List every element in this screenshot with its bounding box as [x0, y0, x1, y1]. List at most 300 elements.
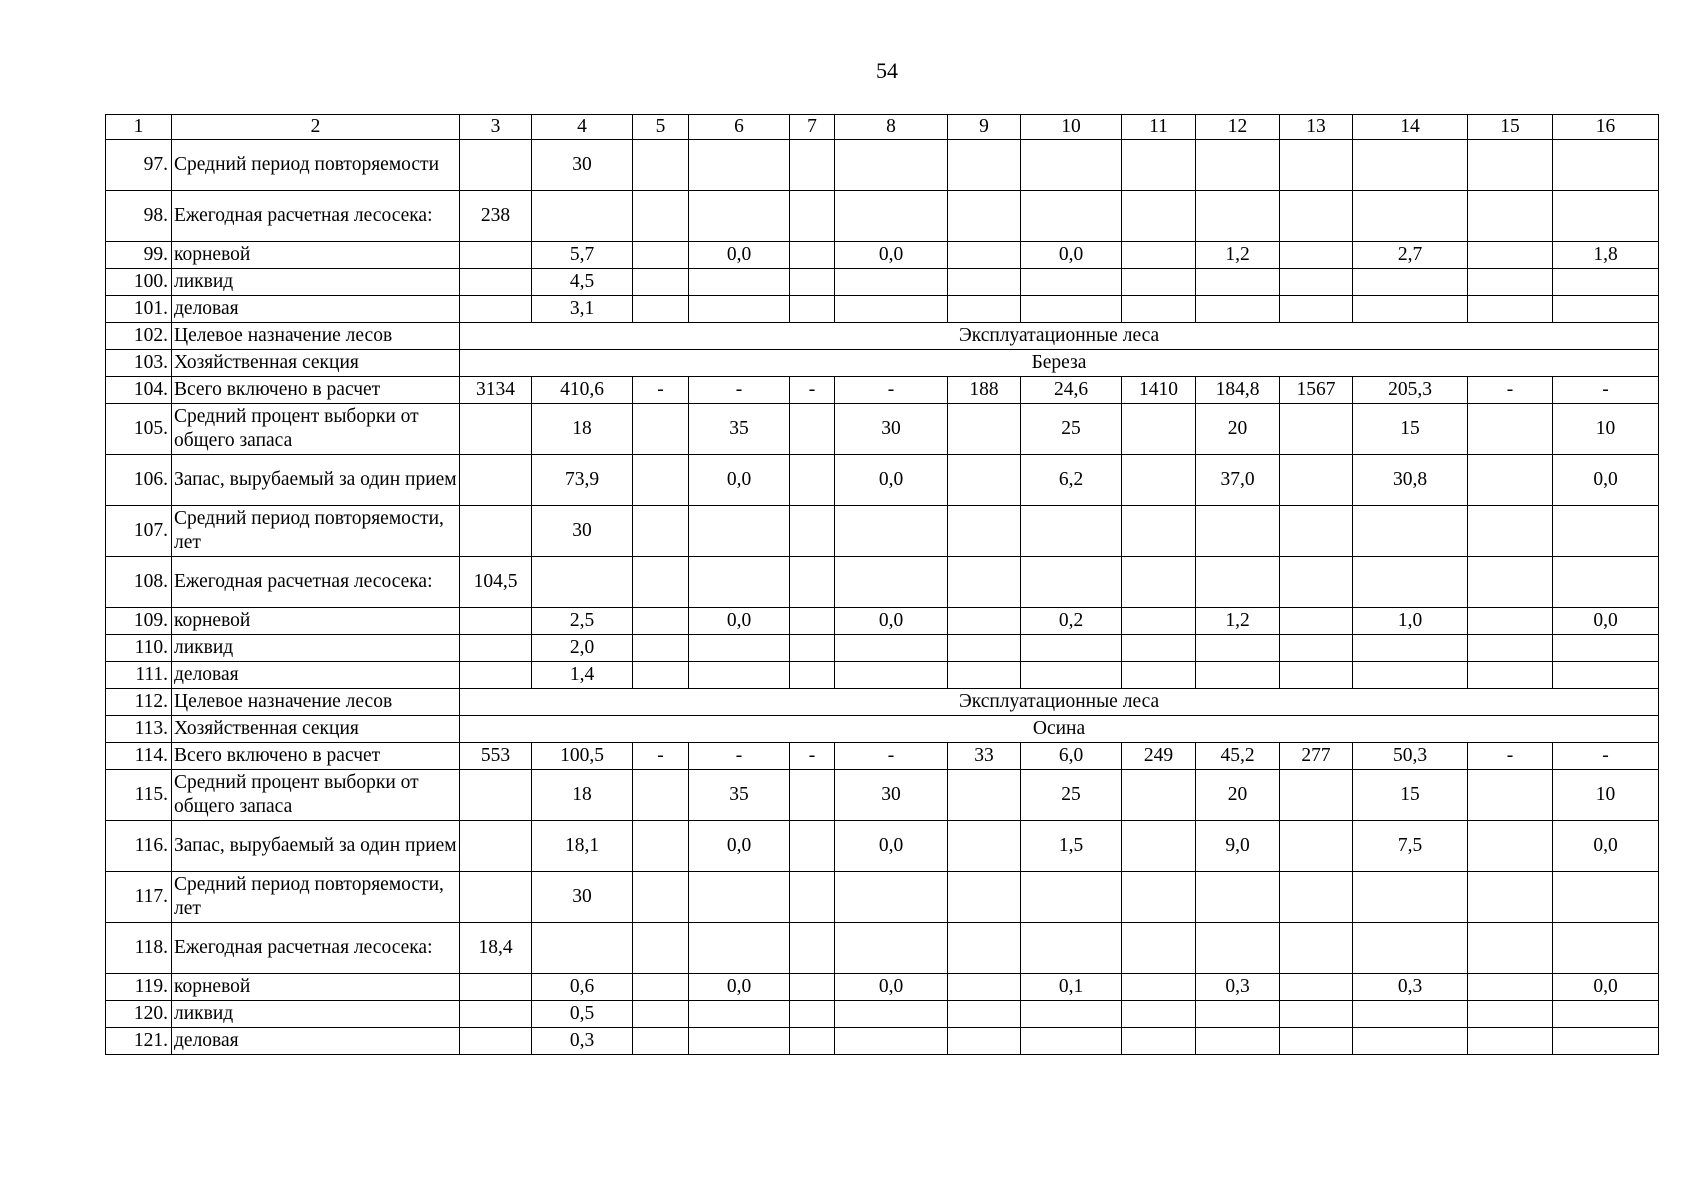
- table-cell: [790, 608, 835, 635]
- table-cell: [633, 608, 689, 635]
- table-cell: [1280, 296, 1353, 323]
- table-cell: [633, 191, 689, 242]
- table-cell: [689, 140, 790, 191]
- column-number-header: 12: [1196, 115, 1280, 140]
- table-cell: [1353, 1001, 1468, 1028]
- table-cell: 30: [835, 770, 948, 821]
- row-number: 116.: [106, 821, 172, 872]
- table-cell: [1021, 506, 1122, 557]
- table-cell: 20: [1196, 770, 1280, 821]
- table-cell: [1122, 506, 1196, 557]
- table-cell: [633, 140, 689, 191]
- table-cell: [1553, 506, 1659, 557]
- table-cell: -: [689, 743, 790, 770]
- table-row: [106, 140, 1659, 191]
- table-cell: [948, 557, 1021, 608]
- table-cell: [1553, 635, 1659, 662]
- table-cell: [460, 635, 532, 662]
- table-cell: [948, 770, 1021, 821]
- table-cell: 277: [1280, 743, 1353, 770]
- table-cell: 1,5: [1021, 821, 1122, 872]
- table-cell: [460, 269, 532, 296]
- table-row: [106, 377, 1659, 404]
- table-cell: [1280, 974, 1353, 1001]
- table-cell: [1468, 242, 1553, 269]
- table-cell: [1122, 872, 1196, 923]
- table-cell: 15: [1353, 770, 1468, 821]
- table-cell: [835, 140, 948, 191]
- table-cell: [835, 1028, 948, 1055]
- table-cell: [633, 455, 689, 506]
- table-cell: [460, 662, 532, 689]
- table-cell: [532, 191, 633, 242]
- table-cell: 1410: [1122, 377, 1196, 404]
- table-cell: [1122, 974, 1196, 1001]
- table-cell: [1468, 608, 1553, 635]
- table-cell: [948, 635, 1021, 662]
- table-cell: 6,2: [1021, 455, 1122, 506]
- table-cell: 24,6: [1021, 377, 1122, 404]
- table-cell: [1353, 557, 1468, 608]
- table-cell: 45,2: [1196, 743, 1280, 770]
- table-cell: -: [790, 743, 835, 770]
- table-cell: 35: [689, 404, 790, 455]
- table-cell: [1280, 506, 1353, 557]
- table-cell: [790, 872, 835, 923]
- table-cell: 18,1: [532, 821, 633, 872]
- table-cell: -: [835, 377, 948, 404]
- table-cell: 73,9: [532, 455, 633, 506]
- table-cell: [633, 821, 689, 872]
- merged-value: Береза: [460, 350, 1659, 377]
- table-cell: [1122, 923, 1196, 974]
- row-label: Целевое назначение лесов: [172, 689, 460, 716]
- table-cell: [835, 1001, 948, 1028]
- row-number: 105.: [106, 404, 172, 455]
- table-cell: [1468, 635, 1553, 662]
- column-number-header: 9: [948, 115, 1021, 140]
- table-cell: [1122, 635, 1196, 662]
- table-cell: [1196, 557, 1280, 608]
- table-cell: 0,0: [1553, 455, 1659, 506]
- table-cell: [1021, 1001, 1122, 1028]
- table-row: [106, 872, 1659, 923]
- row-label: Средний период повторяемости, лет: [172, 872, 460, 923]
- table-row: [106, 923, 1659, 974]
- table-cell: [460, 974, 532, 1001]
- table-cell: 0,0: [835, 242, 948, 269]
- table-cell: 1,2: [1196, 242, 1280, 269]
- table-cell: [1122, 269, 1196, 296]
- table-cell: [948, 242, 1021, 269]
- table-cell: -: [835, 743, 948, 770]
- table-cell: [689, 557, 790, 608]
- table-cell: [633, 872, 689, 923]
- table-cell: [1553, 662, 1659, 689]
- table-cell: [790, 1028, 835, 1055]
- row-number: 112.: [106, 689, 172, 716]
- row-label: Средний период повторяемости, лет: [172, 506, 460, 557]
- row-label: корневой: [172, 242, 460, 269]
- row-label: Средний процент выборки от общего запаса: [172, 404, 460, 455]
- table-cell: [460, 821, 532, 872]
- table-cell: [1280, 872, 1353, 923]
- column-number-header: 8: [835, 115, 948, 140]
- table-cell: 0,0: [689, 974, 790, 1001]
- table-cell: -: [689, 377, 790, 404]
- table-row: [106, 296, 1659, 323]
- row-label: Запас, вырубаемый за один прием: [172, 821, 460, 872]
- table-cell: [790, 635, 835, 662]
- table-cell: [1196, 1028, 1280, 1055]
- table-cell: [1353, 191, 1468, 242]
- table-row: [106, 974, 1659, 1001]
- table-cell: [460, 608, 532, 635]
- table-cell: 0,3: [532, 1028, 633, 1055]
- row-number: 115.: [106, 770, 172, 821]
- table-cell: [689, 506, 790, 557]
- table-cell: [1196, 1001, 1280, 1028]
- table-cell: 4,5: [532, 269, 633, 296]
- table-row: [106, 557, 1659, 608]
- table-cell: [633, 557, 689, 608]
- column-number-header: 2: [172, 115, 460, 140]
- table-cell: [1353, 923, 1468, 974]
- row-number: 106.: [106, 455, 172, 506]
- row-label: деловая: [172, 662, 460, 689]
- table-row: [106, 716, 1659, 743]
- table-cell: [1468, 770, 1553, 821]
- table-cell: 30,8: [1353, 455, 1468, 506]
- table-cell: 25: [1021, 404, 1122, 455]
- table-cell: [633, 662, 689, 689]
- table-cell: [790, 404, 835, 455]
- table-cell: [633, 770, 689, 821]
- table-cell: 37,0: [1196, 455, 1280, 506]
- table-cell: [1021, 923, 1122, 974]
- table-cell: 1,0: [1353, 608, 1468, 635]
- table-cell: [790, 191, 835, 242]
- table-cell: [1553, 1028, 1659, 1055]
- table-cell: 188: [948, 377, 1021, 404]
- table-cell: 9,0: [1196, 821, 1280, 872]
- table-cell: [460, 455, 532, 506]
- table-row: [106, 770, 1659, 821]
- table-cell: [790, 923, 835, 974]
- table-cell: [948, 506, 1021, 557]
- column-number-header: 14: [1353, 115, 1468, 140]
- table-cell: 18,4: [460, 923, 532, 974]
- table-cell: 18: [532, 770, 633, 821]
- row-label: Целевое назначение лесов: [172, 323, 460, 350]
- row-label: Всего включено в расчет: [172, 743, 460, 770]
- row-number: 101.: [106, 296, 172, 323]
- table-cell: -: [1468, 743, 1553, 770]
- table-cell: [689, 1028, 790, 1055]
- table-cell: -: [633, 377, 689, 404]
- table-cell: 1,4: [532, 662, 633, 689]
- table-cell: [1280, 557, 1353, 608]
- table-cell: [835, 872, 948, 923]
- table-cell: [1122, 1001, 1196, 1028]
- table-cell: [633, 1028, 689, 1055]
- table-cell: 1567: [1280, 377, 1353, 404]
- table-cell: 0,6: [532, 974, 633, 1001]
- table-row: [106, 1028, 1659, 1055]
- table-cell: [790, 269, 835, 296]
- table-cell: [460, 404, 532, 455]
- table-cell: 33: [948, 743, 1021, 770]
- merged-value: Осина: [460, 716, 1659, 743]
- table-cell: [1553, 557, 1659, 608]
- table-cell: [689, 662, 790, 689]
- table-cell: [1280, 923, 1353, 974]
- table-cell: 100,5: [532, 743, 633, 770]
- table-cell: 7,5: [1353, 821, 1468, 872]
- table-cell: 249: [1122, 743, 1196, 770]
- table-cell: 0,0: [689, 821, 790, 872]
- table-cell: 25: [1021, 770, 1122, 821]
- table-cell: [532, 923, 633, 974]
- table-cell: [1122, 557, 1196, 608]
- table-cell: [835, 269, 948, 296]
- table-cell: [1468, 296, 1553, 323]
- table-cell: [1468, 872, 1553, 923]
- table-cell: 5,7: [532, 242, 633, 269]
- table-cell: [835, 506, 948, 557]
- table-cell: [1122, 821, 1196, 872]
- column-number-header: 4: [532, 115, 633, 140]
- column-number-header: 7: [790, 115, 835, 140]
- row-label: Средний процент выборки от общего запаса: [172, 770, 460, 821]
- table-cell: [633, 974, 689, 1001]
- table-cell: [460, 242, 532, 269]
- table-cell: [790, 557, 835, 608]
- table-cell: [1122, 662, 1196, 689]
- row-label: Запас, вырубаемый за один прием: [172, 455, 460, 506]
- table-cell: [1468, 455, 1553, 506]
- table-cell: [633, 635, 689, 662]
- table-cell: [1353, 269, 1468, 296]
- table-cell: [689, 1001, 790, 1028]
- table-cell: 0,3: [1196, 974, 1280, 1001]
- row-number: 100.: [106, 269, 172, 296]
- table-row: [106, 689, 1659, 716]
- table-cell: [1021, 296, 1122, 323]
- table-cell: [790, 770, 835, 821]
- table-cell: -: [1468, 377, 1553, 404]
- table-cell: [790, 974, 835, 1001]
- table-cell: [1021, 662, 1122, 689]
- table-cell: 2,0: [532, 635, 633, 662]
- table-cell: 553: [460, 743, 532, 770]
- table-cell: 104,5: [460, 557, 532, 608]
- table-cell: -: [1553, 743, 1659, 770]
- row-label: деловая: [172, 296, 460, 323]
- table-row: [106, 821, 1659, 872]
- table-cell: [1353, 1028, 1468, 1055]
- table-cell: [790, 821, 835, 872]
- table-cell: [1021, 872, 1122, 923]
- table-cell: 0,0: [689, 455, 790, 506]
- row-label: Всего включено в расчет: [172, 377, 460, 404]
- row-label: корневой: [172, 974, 460, 1001]
- row-label: корневой: [172, 608, 460, 635]
- table-cell: [633, 923, 689, 974]
- table-cell: 30: [532, 140, 633, 191]
- table-cell: [1196, 923, 1280, 974]
- table-row: [106, 635, 1659, 662]
- table-cell: [1468, 662, 1553, 689]
- column-number-header: 10: [1021, 115, 1122, 140]
- table-cell: [1122, 296, 1196, 323]
- table-cell: [790, 140, 835, 191]
- table-cell: [633, 1001, 689, 1028]
- row-number: 117.: [106, 872, 172, 923]
- table-cell: [790, 242, 835, 269]
- table-cell: [633, 296, 689, 323]
- table-cell: [790, 1001, 835, 1028]
- table-cell: [1468, 923, 1553, 974]
- table-cell: 30: [835, 404, 948, 455]
- table-cell: 0,1: [1021, 974, 1122, 1001]
- table-cell: 0,0: [835, 821, 948, 872]
- table-cell: [633, 404, 689, 455]
- table-cell: [790, 506, 835, 557]
- table-cell: [948, 821, 1021, 872]
- table-cell: 3134: [460, 377, 532, 404]
- table-cell: 0,0: [689, 242, 790, 269]
- row-number: 120.: [106, 1001, 172, 1028]
- table-cell: [835, 191, 948, 242]
- row-number: 97.: [106, 140, 172, 191]
- table-cell: [1021, 1028, 1122, 1055]
- table-cell: [460, 296, 532, 323]
- table-cell: [790, 455, 835, 506]
- table-cell: [1353, 296, 1468, 323]
- table-cell: [835, 662, 948, 689]
- table-cell: [948, 404, 1021, 455]
- table-cell: 10: [1553, 404, 1659, 455]
- table-cell: [948, 296, 1021, 323]
- table-cell: [1122, 770, 1196, 821]
- table-cell: [1196, 269, 1280, 296]
- table-cell: [948, 1001, 1021, 1028]
- table-row: [106, 191, 1659, 242]
- table-cell: [1468, 140, 1553, 191]
- table-cell: [1122, 242, 1196, 269]
- table-cell: [1280, 821, 1353, 872]
- table-cell: [689, 191, 790, 242]
- table-cell: [1553, 191, 1659, 242]
- row-label: ликвид: [172, 635, 460, 662]
- page-number: 54: [876, 58, 898, 83]
- table-cell: [1021, 635, 1122, 662]
- table-cell: [1280, 608, 1353, 635]
- row-number: 102.: [106, 323, 172, 350]
- column-number-header: 1: [106, 115, 172, 140]
- table-cell: [1468, 1028, 1553, 1055]
- table-cell: [1196, 662, 1280, 689]
- row-number: 98.: [106, 191, 172, 242]
- column-number-header: 16: [1553, 115, 1659, 140]
- table-cell: [1468, 821, 1553, 872]
- table-cell: 1,2: [1196, 608, 1280, 635]
- row-number: 118.: [106, 923, 172, 974]
- column-number-header: 3: [460, 115, 532, 140]
- merged-value: Эксплуатационные леса: [460, 323, 1659, 350]
- table-cell: [835, 557, 948, 608]
- table-row: [106, 662, 1659, 689]
- table-cell: [1196, 296, 1280, 323]
- table-cell: [1280, 770, 1353, 821]
- table-cell: [689, 269, 790, 296]
- table-cell: [1280, 140, 1353, 191]
- table-cell: [460, 770, 532, 821]
- table-row: [106, 608, 1659, 635]
- table-cell: [948, 662, 1021, 689]
- table-cell: [1353, 662, 1468, 689]
- table-cell: [948, 269, 1021, 296]
- table-cell: [1122, 140, 1196, 191]
- table-row: [106, 404, 1659, 455]
- table-cell: [1280, 662, 1353, 689]
- table-cell: 0,5: [532, 1001, 633, 1028]
- table-cell: 238: [460, 191, 532, 242]
- row-number: 111.: [106, 662, 172, 689]
- row-label: ликвид: [172, 269, 460, 296]
- table-cell: [1196, 872, 1280, 923]
- table-cell: 0,0: [689, 608, 790, 635]
- row-label: Ежегодная расчетная лесосека:: [172, 923, 460, 974]
- row-number: 121.: [106, 1028, 172, 1055]
- table-cell: [1021, 191, 1122, 242]
- table-cell: 30: [532, 872, 633, 923]
- row-number: 108.: [106, 557, 172, 608]
- table-cell: [1468, 557, 1553, 608]
- table-cell: [1280, 269, 1353, 296]
- row-number: 113.: [106, 716, 172, 743]
- table-cell: [948, 608, 1021, 635]
- table-cell: [790, 296, 835, 323]
- table-cell: -: [1553, 377, 1659, 404]
- row-number: 103.: [106, 350, 172, 377]
- table-cell: [1468, 1001, 1553, 1028]
- table-cell: [460, 872, 532, 923]
- table-cell: [835, 923, 948, 974]
- table-cell: [1280, 1028, 1353, 1055]
- table-cell: [1122, 404, 1196, 455]
- column-number-header: 6: [689, 115, 790, 140]
- table-body: [106, 115, 1659, 1055]
- table-cell: [1553, 269, 1659, 296]
- table-cell: 205,3: [1353, 377, 1468, 404]
- row-label: деловая: [172, 1028, 460, 1055]
- table-cell: [460, 1001, 532, 1028]
- table-cell: 20: [1196, 404, 1280, 455]
- table-row: [106, 1001, 1659, 1028]
- table-cell: 30: [532, 506, 633, 557]
- table-cell: 184,8: [1196, 377, 1280, 404]
- row-label: Хозяйственная секция: [172, 716, 460, 743]
- table-cell: [1468, 506, 1553, 557]
- table-cell: 0,0: [835, 974, 948, 1001]
- table-cell: [1468, 269, 1553, 296]
- table-cell: [1353, 872, 1468, 923]
- table-cell: 50,3: [1353, 743, 1468, 770]
- table-row: [106, 323, 1659, 350]
- table-row: [106, 455, 1659, 506]
